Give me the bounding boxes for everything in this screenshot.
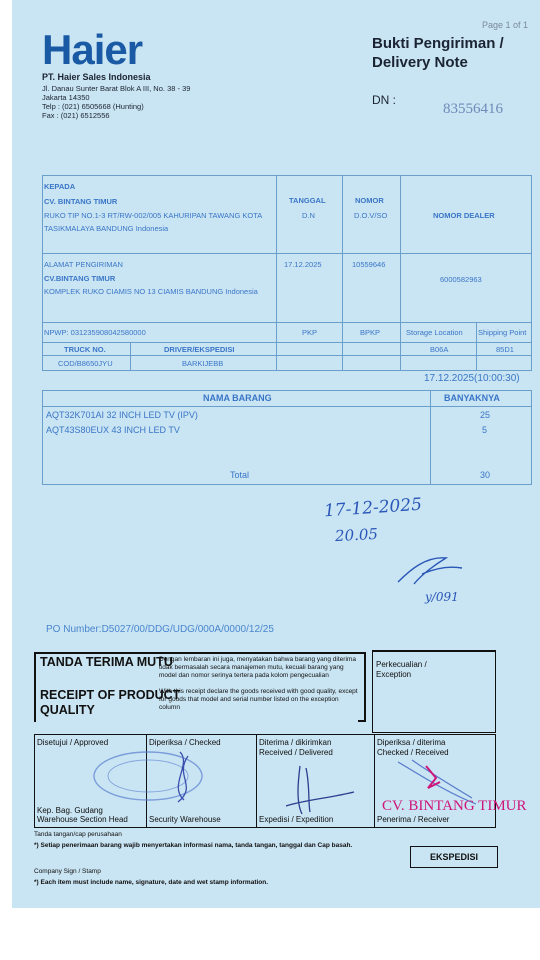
item-row-1-qty: 25 (480, 410, 491, 420)
items-col-qty: BANYAKNYA (444, 393, 500, 403)
page-number: Page 1 of 1 (482, 20, 529, 30)
delivery-date: 17.12.2025 (284, 260, 322, 269)
sig-approved-label: Disetujui / Approved (37, 738, 109, 747)
pkp-label: PKP (302, 328, 318, 337)
sig-received-label-1: Diterima / dikirimkan (259, 738, 332, 747)
truck-value: COD/B8650JYU (58, 359, 113, 368)
table-row-line-4 (42, 355, 532, 356)
receipt-title-id: TANDA TERIMA MUTU (40, 655, 173, 669)
ship-name: CV.BINTANG TIMUR (44, 274, 116, 283)
document-title-en: Delivery Note (372, 54, 468, 71)
fax-line: Fax : (021) 6512556 (42, 111, 110, 120)
items-border-right (531, 390, 532, 485)
dn-label: DN : (372, 93, 396, 107)
table-border-bottom (42, 370, 532, 371)
items-header-line (42, 406, 532, 407)
dealer-label: NOMOR DEALER (433, 211, 495, 220)
expedisi-signature (280, 762, 360, 818)
sig-head-label-2: Warehouse Section Head (37, 815, 128, 824)
receipt-bracket-right (358, 652, 366, 722)
nomor-label: NOMOR (355, 196, 384, 205)
company-name: PT. Haier Sales Indonesia (42, 72, 151, 82)
item-row-2-name: AQT43S80EUX 43 INCH LED TV (46, 425, 180, 435)
kepada-label: KEPADA (44, 182, 76, 191)
address-line-2: Jakarta 14350 (42, 93, 90, 102)
footer-sign-label-en: Company Sign / Stamp (34, 868, 101, 875)
recipient-address-2: TASIKMALAYA BANDUNG Indonesia (44, 224, 169, 233)
sig-head-label-1: Kep. Bag. Gudang (37, 806, 103, 815)
dealer-number: 6000582963 (440, 275, 482, 284)
items-total-value: 30 (480, 470, 491, 480)
handwritten-date: 17-12-2025 (323, 494, 423, 522)
receipt-text-en: With this receipt declare the goods received with good quality, except for goods that model and serial number listed on the exception column (159, 688, 358, 711)
handwritten-signature (392, 550, 472, 590)
items-border-left (42, 390, 43, 485)
sig-receiver-label: Penerima / Receiver (377, 815, 450, 824)
footer-sign-label: Tanda tangan/cap perusahaan (34, 831, 122, 838)
tanggal-label: TANGGAL (289, 196, 326, 205)
npwp-number: NPWP: 031235908042580000 (44, 328, 146, 337)
bpkp-label: BPKP (360, 328, 381, 337)
haier-logo: Haier (42, 26, 143, 73)
ship-label: ALAMAT PENGIRIMAN (44, 260, 123, 269)
sig-checked-received-label-2: Checked / Received (377, 748, 449, 757)
tanggal-sub: D.N (302, 211, 315, 220)
recipient-name: CV. BINTANG TIMUR (44, 197, 118, 206)
phone-line: Telp : (021) 6505668 (Hunting) (42, 102, 144, 111)
table-border-top (42, 175, 532, 176)
table-divider-4 (476, 322, 477, 370)
shipping-point-label: Shipping Point (478, 328, 527, 337)
items-total-label: Total (230, 470, 250, 480)
document-title-id: Bukti Pengiriman / (372, 35, 504, 52)
receiver-company-stamp: CV. BINTANG TIMUR (382, 798, 527, 814)
po-number: PO Number:D5027/00/DDG/UDG/000A/0000/12/25 (46, 624, 274, 635)
receipt-title-en-2: QUALITY (40, 703, 95, 717)
table-row-line-2 (42, 322, 532, 323)
handwritten-time: 20.05 (334, 524, 379, 546)
sig-divider-2 (256, 734, 257, 827)
sig-divider-3 (374, 734, 375, 827)
items-divider (430, 390, 431, 485)
driver-label: DRIVER/EKSPEDISI (164, 345, 235, 354)
nomor-sub: D.O.V/SO (354, 211, 388, 220)
print-timestamp: 17.12.2025(10:00:30) (424, 373, 520, 384)
warehouse-stamp (88, 746, 208, 806)
items-col-name: NAMA BARANG (203, 393, 272, 403)
sig-checked-label: Diperiksa / Checked (149, 738, 221, 747)
sig-received-label-2: Received / Delivered (259, 748, 333, 757)
receipt-title-en-1: RECEIPT OF PRODUCT (40, 688, 181, 702)
item-row-1-name: AQT32K701AI 32 INCH LED TV (IPV) (46, 410, 198, 420)
exception-label-2: Exception (376, 670, 412, 679)
recipient-address-1: RUKO TIP NO.1-3 RT/RW-002/005 KAHURIPAN TAWANG KOTA (44, 211, 263, 220)
storage-location-label: Storage Location (406, 328, 463, 337)
ship-address: KOMPLEK RUKO CIAMIS NO 13 CIAMIS BANDUNG Indonesia (44, 287, 258, 296)
item-row-2-qty: 5 (482, 425, 488, 435)
table-divider-5 (130, 342, 131, 370)
sig-expedisi-label: Expedisi / Expedition (259, 815, 334, 824)
footer-note-id: *) Setiap penerimaan barang wajib menyertakan informasi nama, tanda tangan, tanggal dan Cap basah. (34, 842, 353, 849)
document-title (372, 34, 504, 72)
truck-label: TRUCK NO. (64, 345, 106, 354)
shipping-point-value: 85D1 (496, 345, 514, 354)
order-number: 10559646 (352, 260, 386, 269)
sig-checked-received-label-1: Diperiksa / diterima (377, 738, 446, 747)
footer-note-en: *) Each item must include name, signature, date and wet stamp information. (34, 879, 269, 886)
table-row-line-3 (42, 342, 532, 343)
handwritten-initials: y/091 (425, 590, 459, 604)
copy-label-ekspedisi: EKSPEDISI (410, 846, 498, 868)
receipt-text-id: Dengan lembaran ini juga, menyatakan bahwa barang yang diterima tidak bermasalah secara manajemen mutu, kecuali barang yang model dan nomor serinya tertera pada kolom pengecualian (159, 656, 356, 679)
dn-number: 83556416 (443, 101, 503, 117)
table-row-line-1 (42, 253, 532, 254)
items-border-bottom (42, 484, 532, 485)
items-border-top (42, 390, 532, 391)
exception-label-1: Perkecualian / (376, 660, 427, 669)
storage-location-value: B06A (430, 345, 449, 354)
sig-security-label: Security Warehouse (149, 815, 221, 824)
driver-value: BARKIJEBB (182, 359, 224, 368)
address-line-1: Jl. Danau Sunter Barat Blok A III, No. 38 - 39 (42, 84, 191, 93)
